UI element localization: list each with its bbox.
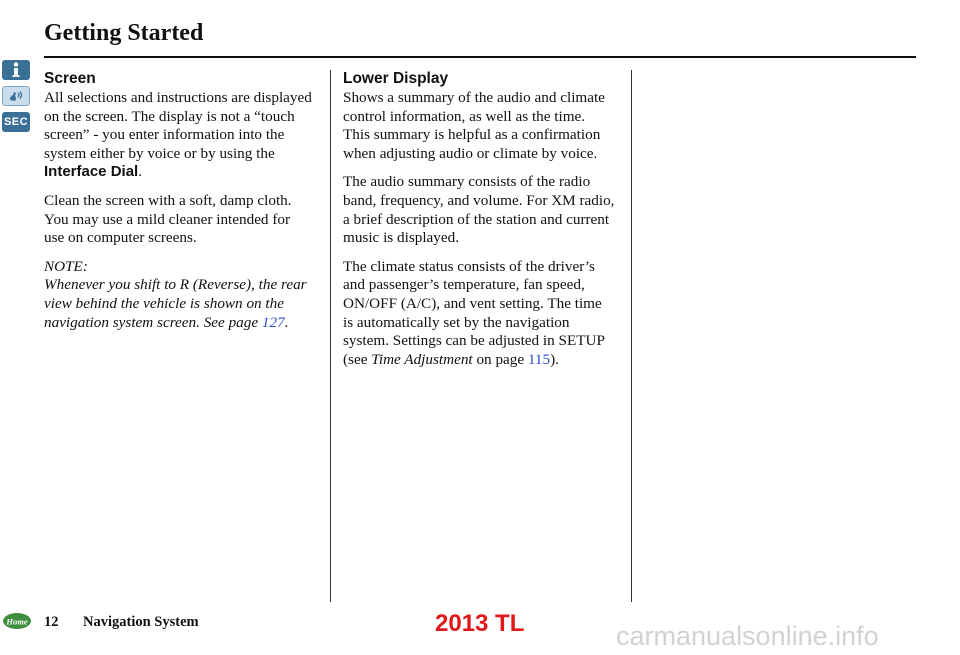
sec-icon[interactable]: SEC <box>2 112 30 132</box>
note-text-end: . <box>284 313 289 331</box>
info-glyph-icon <box>11 62 21 78</box>
time-adjustment-ref: Time Adjustment <box>371 350 473 368</box>
voice-glyph-icon <box>7 89 25 103</box>
climate-status-paragraph <box>343 258 615 370</box>
voice-command-icon[interactable] <box>2 86 30 106</box>
climate-status-text: The climate status consists of the driver’s and passenger’s temperature, fan speed, ON/OFF (A/C), and vent setting. The time is automatically set by the navigation system. Settings can be adjusted in SETUP (see <box>343 257 605 368</box>
column-divider-right <box>631 70 632 602</box>
note-block <box>44 258 314 332</box>
note-text-body: Whenever you shift to R (Reverse), the rear view behind the vehicle is shown on the navigation system screen. See page <box>44 276 307 331</box>
note-text <box>44 276 314 332</box>
page-number: 12 <box>44 614 59 630</box>
climate-status-mid: on page <box>472 350 528 368</box>
screen-paragraph-end: . <box>138 163 143 181</box>
screen-paragraph <box>44 89 314 182</box>
page-title: Getting Started <box>44 20 204 46</box>
book-title: Navigation System <box>83 614 199 630</box>
lower-display-paragraph: Shows a summary of the audio and climate control information, as well as the time. This summary is helpful as a confirmation when adjusting audio or climate by voice. <box>343 89 605 162</box>
note-label: NOTE: <box>44 257 88 275</box>
screen-paragraph-text: All selections and instructions are displayed on the screen. The display is not a “touch screen” - you enter information into the system either by voice or by using the <box>44 89 312 162</box>
site-watermark: carmanualsonline.info <box>616 621 879 651</box>
column-divider-left <box>330 70 331 602</box>
lower-display-heading: Lower Display <box>343 70 449 87</box>
cleaning-paragraph: Clean the screen with a soft, damp cloth. You may use a mild cleaner intended for use on computer screens. <box>44 191 292 247</box>
interface-dial-term: Interface Dial <box>44 163 139 181</box>
header-divider <box>44 56 916 58</box>
middle-column <box>343 70 615 379</box>
home-icon-label: Home <box>6 616 28 627</box>
audio-summary-paragraph: The audio summary consists of the radio band, frequency, and volume. For XM radio, a brief description of the station and current music is displayed. <box>343 173 615 247</box>
model-watermark: 2013 TL <box>435 610 525 637</box>
left-column <box>44 70 314 332</box>
screen-heading: Screen <box>44 70 96 87</box>
home-icon[interactable] <box>2 612 32 630</box>
info-icon[interactable] <box>2 60 30 80</box>
page-115-link[interactable]: 115 <box>527 350 551 368</box>
climate-status-end: ). <box>550 350 559 368</box>
page-127-link[interactable]: 127 <box>261 313 285 331</box>
